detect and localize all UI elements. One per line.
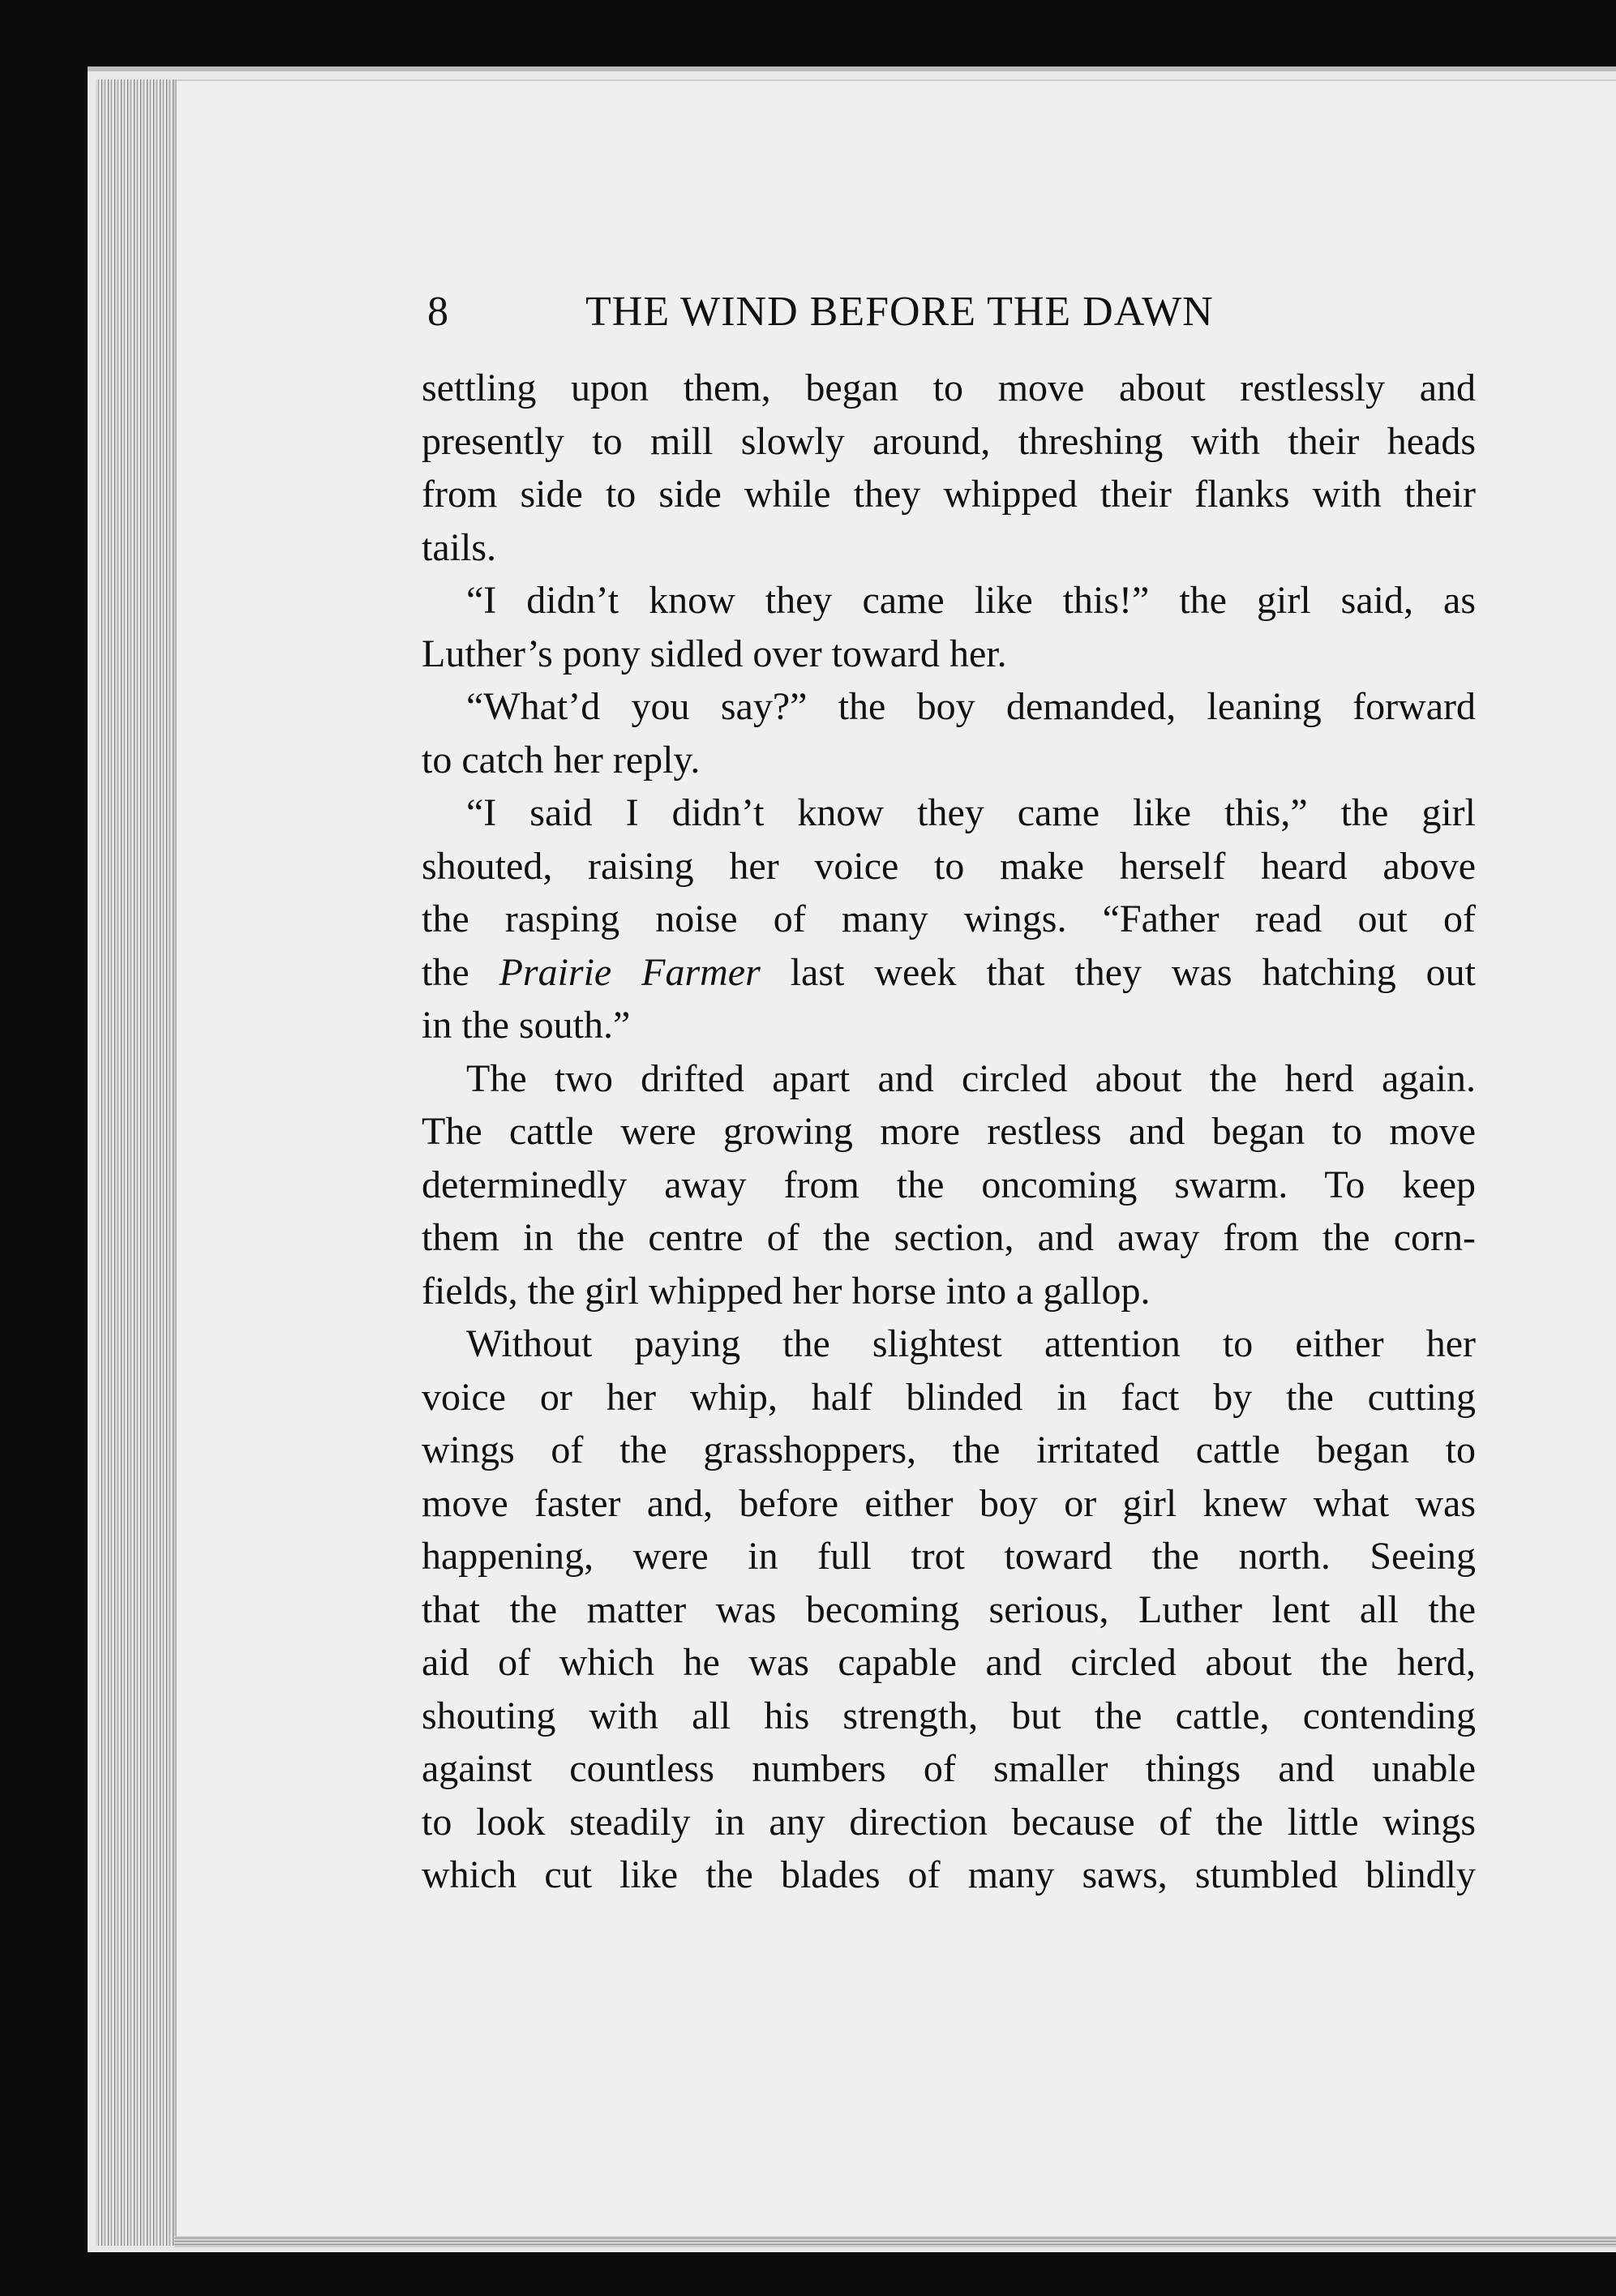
- text-line: fields, the girl whipped her horse into a gallop.: [422, 1269, 1151, 1313]
- italic-title: Prairie Farmer: [499, 950, 761, 994]
- text-line: aid of which he was capable and circled about the herd,: [422, 1641, 1476, 1684]
- text-line: the rasping noise of many wings. “Father read out of: [422, 897, 1476, 940]
- text-line: The cattle were growing more restless and began to move: [422, 1110, 1476, 1153]
- text-line: The two drifted apart and circled about the herd again.: [466, 1056, 1476, 1100]
- text-line: “I didn’t know they came like this!” the girl said, as: [466, 579, 1476, 622]
- text-line: in the south.”: [422, 1004, 631, 1047]
- running-title: THE WIND BEFORE THE DAWN: [585, 289, 1214, 335]
- page-number: 8: [427, 289, 448, 335]
- text-line: voice or her whip, half blinded in fact by the cutting: [422, 1375, 1476, 1419]
- text-line: which cut like the blades of many saws, stumbled blindly: [422, 1853, 1476, 1896]
- text-line: against countless numbers of smaller things and unable: [422, 1747, 1476, 1790]
- text-line: them in the centre of the section, and away from the corn-: [422, 1216, 1476, 1259]
- text-line: “What’d you say?” the boy demanded, leaning forward: [466, 685, 1476, 728]
- text-line: to look steadily in any direction because of the little wings: [422, 1800, 1476, 1844]
- text-line: that the matter was becoming serious, Luther lent all the: [422, 1587, 1476, 1631]
- text-line: from side to side while they whipped their flanks with their: [422, 473, 1476, 516]
- text-segment: last week that they was hatching out: [760, 950, 1477, 994]
- running-header: [427, 284, 1481, 341]
- text-line: wings of the grasshoppers, the irritated cattle began to: [422, 1429, 1476, 1471]
- text-line: move faster and, before either boy or girl knew what was: [422, 1481, 1476, 1525]
- text-line: Without paying the slightest attention to either her: [466, 1322, 1476, 1365]
- text-line: determinedly away from the oncoming swarm. To keep: [422, 1163, 1476, 1206]
- text-line: happening, were in full trot toward the north. Seeing: [422, 1535, 1476, 1578]
- text-line: Luther’s pony sidled over toward her.: [422, 632, 1007, 675]
- text-line: presently to mill slowly around, threshing with their heads: [422, 419, 1476, 463]
- text-line: settling upon them, began to move about restlessly and: [422, 366, 1476, 409]
- text-line: “I said I didn’t know they came like this,” the girl: [466, 791, 1476, 834]
- page-bottom-edges: [174, 2236, 1616, 2247]
- text-line-with-italic: [422, 946, 1476, 1000]
- text-line: shouting with all his strength, but the cattle, contending: [422, 1694, 1476, 1737]
- text-segment: the: [422, 950, 499, 994]
- text-line: shouted, raising her voice to make herself heard above: [422, 844, 1476, 888]
- body-text: [422, 362, 1476, 1902]
- text-line: to catch her reply.: [422, 738, 701, 782]
- text-line: tails.: [422, 525, 496, 569]
